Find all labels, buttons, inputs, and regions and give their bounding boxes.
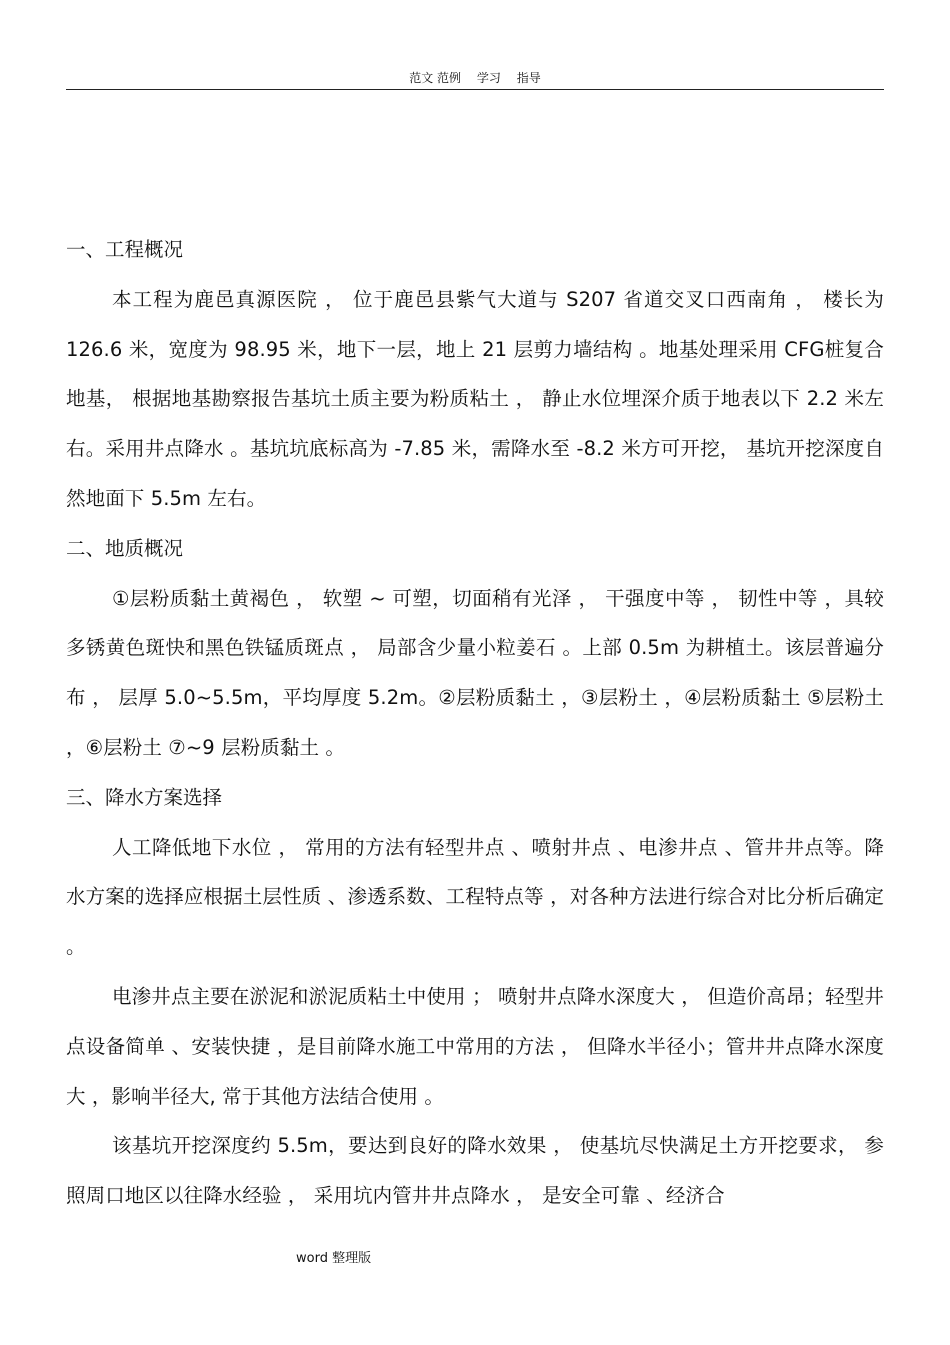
paragraph: ①层粉质黏土黄褐色 ， 软塑 ~ 可塑，切面稍有光泽 ， 干强度中等 ， 韧性中等 ，具较多锈黄色斑快和黑色铁锰质斑点 ， 局部含少量小粒姜石 。上部 0.5m 为耕植土。该层普遍分布 ， 层厚 5.0~5.5m，平均厚度 5.2m。②层粉质黏土 ，③层粉土 ，④层粉质黏土 ⑤层粉土 ，⑥层粉土 ⑦~9 层粉质黏土 。 — [66, 586, 884, 759]
header-item: 范文 范例 — [409, 71, 462, 85]
page-header — [66, 70, 884, 90]
section-heading: 二、地质概况 — [66, 536, 184, 560]
page-footer: word 整理版 — [296, 1251, 372, 1266]
header-item: 学习 — [476, 71, 501, 85]
paragraph: 本工程为鹿邑真源医院 ， 位于鹿邑县紫气大道与 S207 省道交叉口西南角 ， 楼长为 126.6 米，宽度为 98.95 米，地下一层，地上 21 层剪力墙结构 。地基处理采用 CFG桩复合地基， 根据地基勘察报告基坑土质主要为粉质粘土 ， 静止水位埋深介质于地表以下 2.2 米左右。采用井点降水 。基坑坑底标高为 -7.85 米，需降水至 -8.2 米方可开挖， 基坑开挖深度自然地面下 5.5m 左右。 — [66, 287, 884, 510]
section-heading: 三、降水方案选择 — [66, 785, 223, 809]
paragraph: 该基坑开挖深度约 5.5m，要达到良好的降水效果 ， 使基坑尽快满足土方开挖要求， 参照周口地区以往降水经验 ， 采用坑内管井井点降水 ， 是安全可靠 、经济合 — [66, 1134, 884, 1208]
paragraph: 人工降低地下水位 ， 常用的方法有轻型井点 、喷射井点 、电渗井点 、管井井点等。降水方案的选择应根据土层性质 、渗透系数、工程特点等 ，对各种方法进行综合对比分析后确定 。 — [66, 835, 884, 959]
document-body — [66, 225, 884, 1221]
paragraph: 电渗井点主要在淤泥和淤泥质粘土中使用 ； 喷射井点降水深度大 ， 但造价高昂；轻型井点设备简单 、安装快捷 ，是目前降水施工中常用的方法 ， 但降水半径小；管井井点降水深度大 ，影响半径大, 常于其他方法结合使用 。 — [66, 984, 884, 1108]
section-heading: 一、工程概况 — [66, 238, 184, 261]
header-item: 指导 — [516, 71, 541, 85]
